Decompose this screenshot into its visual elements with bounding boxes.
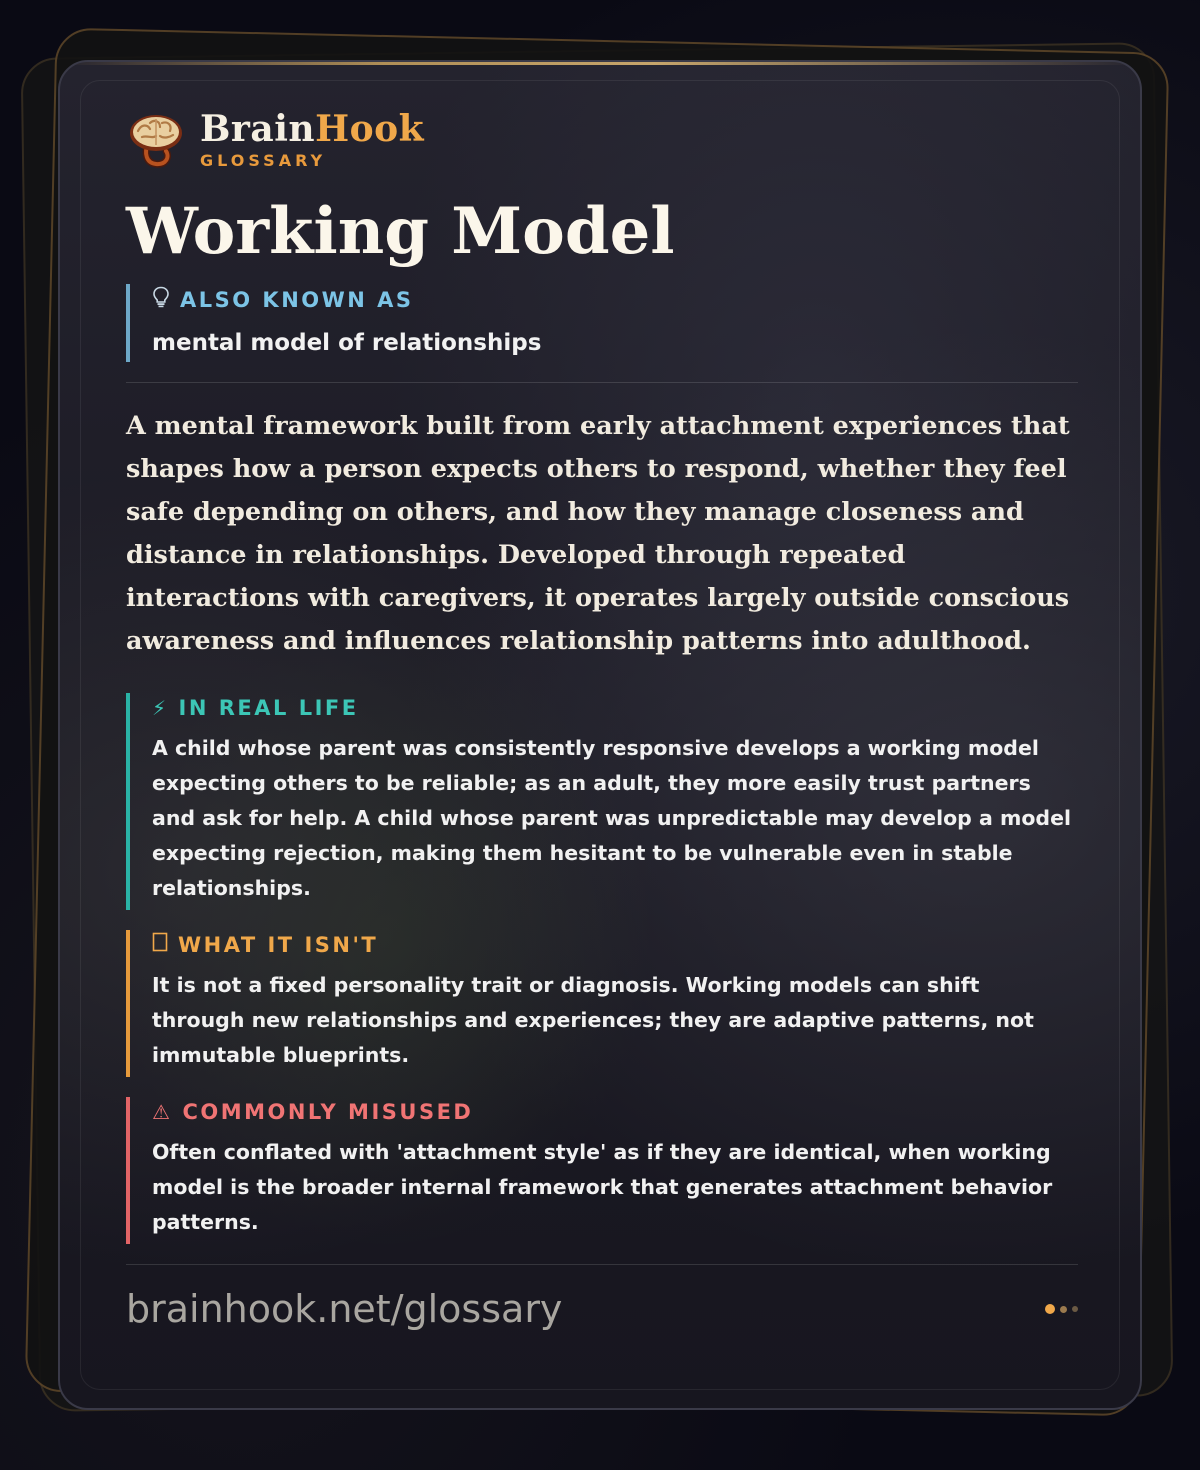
also-known-as-label <box>152 286 1078 314</box>
commonly-misused-label-text: COMMONLY MISUSED <box>182 1100 474 1124</box>
commonly-misused-label <box>152 1099 1078 1125</box>
commonly-misused-text: Often conflated with 'attachment style' as if they are identical, when working model is the broader internal framework that generates attachment behavior patterns. <box>152 1140 1053 1234</box>
in-real-life-text: A child whose parent was consistently responsive develops a working model expecting others to be reliable; as an adult, they more easily trust partners and ask for help. A child whose parent was unpredictable may develop a model expecting rejection, making them hesitant to be vulnerable even in stable relationships. <box>152 736 1072 900</box>
brain-hook-logo-icon <box>126 109 186 169</box>
what-it-isnt-label-text: WHAT IT ISN'T <box>178 933 379 957</box>
pagination-dot <box>1072 1306 1078 1312</box>
in-real-life-label <box>152 695 1078 721</box>
lightning-icon: ⚡ <box>152 696 169 720</box>
brand-name-part2: Hook <box>315 107 425 150</box>
also-known-as-value: mental model of relationships <box>152 330 542 356</box>
brand-name <box>200 109 424 149</box>
in-real-life-label-text: IN REAL LIFE <box>178 696 359 720</box>
brand-text <box>200 109 424 170</box>
footer-url[interactable]: brainhook.net/glossary <box>126 1287 563 1331</box>
term-title: Working Model <box>126 194 675 269</box>
definition-text: A mental framework built from early attachment experiences that shapes how a person expects others to respond, whether they feel safe depending on others, and how they manage closeness and distance in relationships. Developed through repeated interactions with caregivers, it operates largely outside conscious awareness and influences relationship patterns into adulthood. <box>126 411 1070 656</box>
lightbulb-icon <box>152 286 170 314</box>
also-known-as-label-text: ALSO KNOWN AS <box>180 288 414 312</box>
section-divider <box>126 382 1078 383</box>
brand-subtitle: GLOSSARY <box>200 150 327 170</box>
card-content <box>126 102 1078 1353</box>
card-footer <box>126 1265 1078 1353</box>
brand-name-part1: Brain <box>200 107 316 150</box>
in-real-life-section <box>126 693 1078 910</box>
pagination-dot-active <box>1045 1304 1055 1314</box>
warning-icon: ⚠ <box>152 1100 173 1124</box>
brand-header <box>126 102 1078 176</box>
what-it-isnt-label <box>152 932 1078 958</box>
commonly-misused-section <box>126 1097 1078 1244</box>
pagination-dots-icon <box>1040 1304 1078 1314</box>
pagination-dot <box>1060 1306 1067 1313</box>
also-known-as-section <box>126 284 1078 362</box>
what-it-isnt-text: It is not a fixed personality trait or diagnosis. Working models can shift through new relationships and experiences; they are adaptive patterns, not immutable blueprints. <box>152 973 1034 1067</box>
glossary-card <box>58 60 1142 1410</box>
prohibited-icon <box>152 932 168 958</box>
what-it-isnt-section <box>126 930 1078 1077</box>
